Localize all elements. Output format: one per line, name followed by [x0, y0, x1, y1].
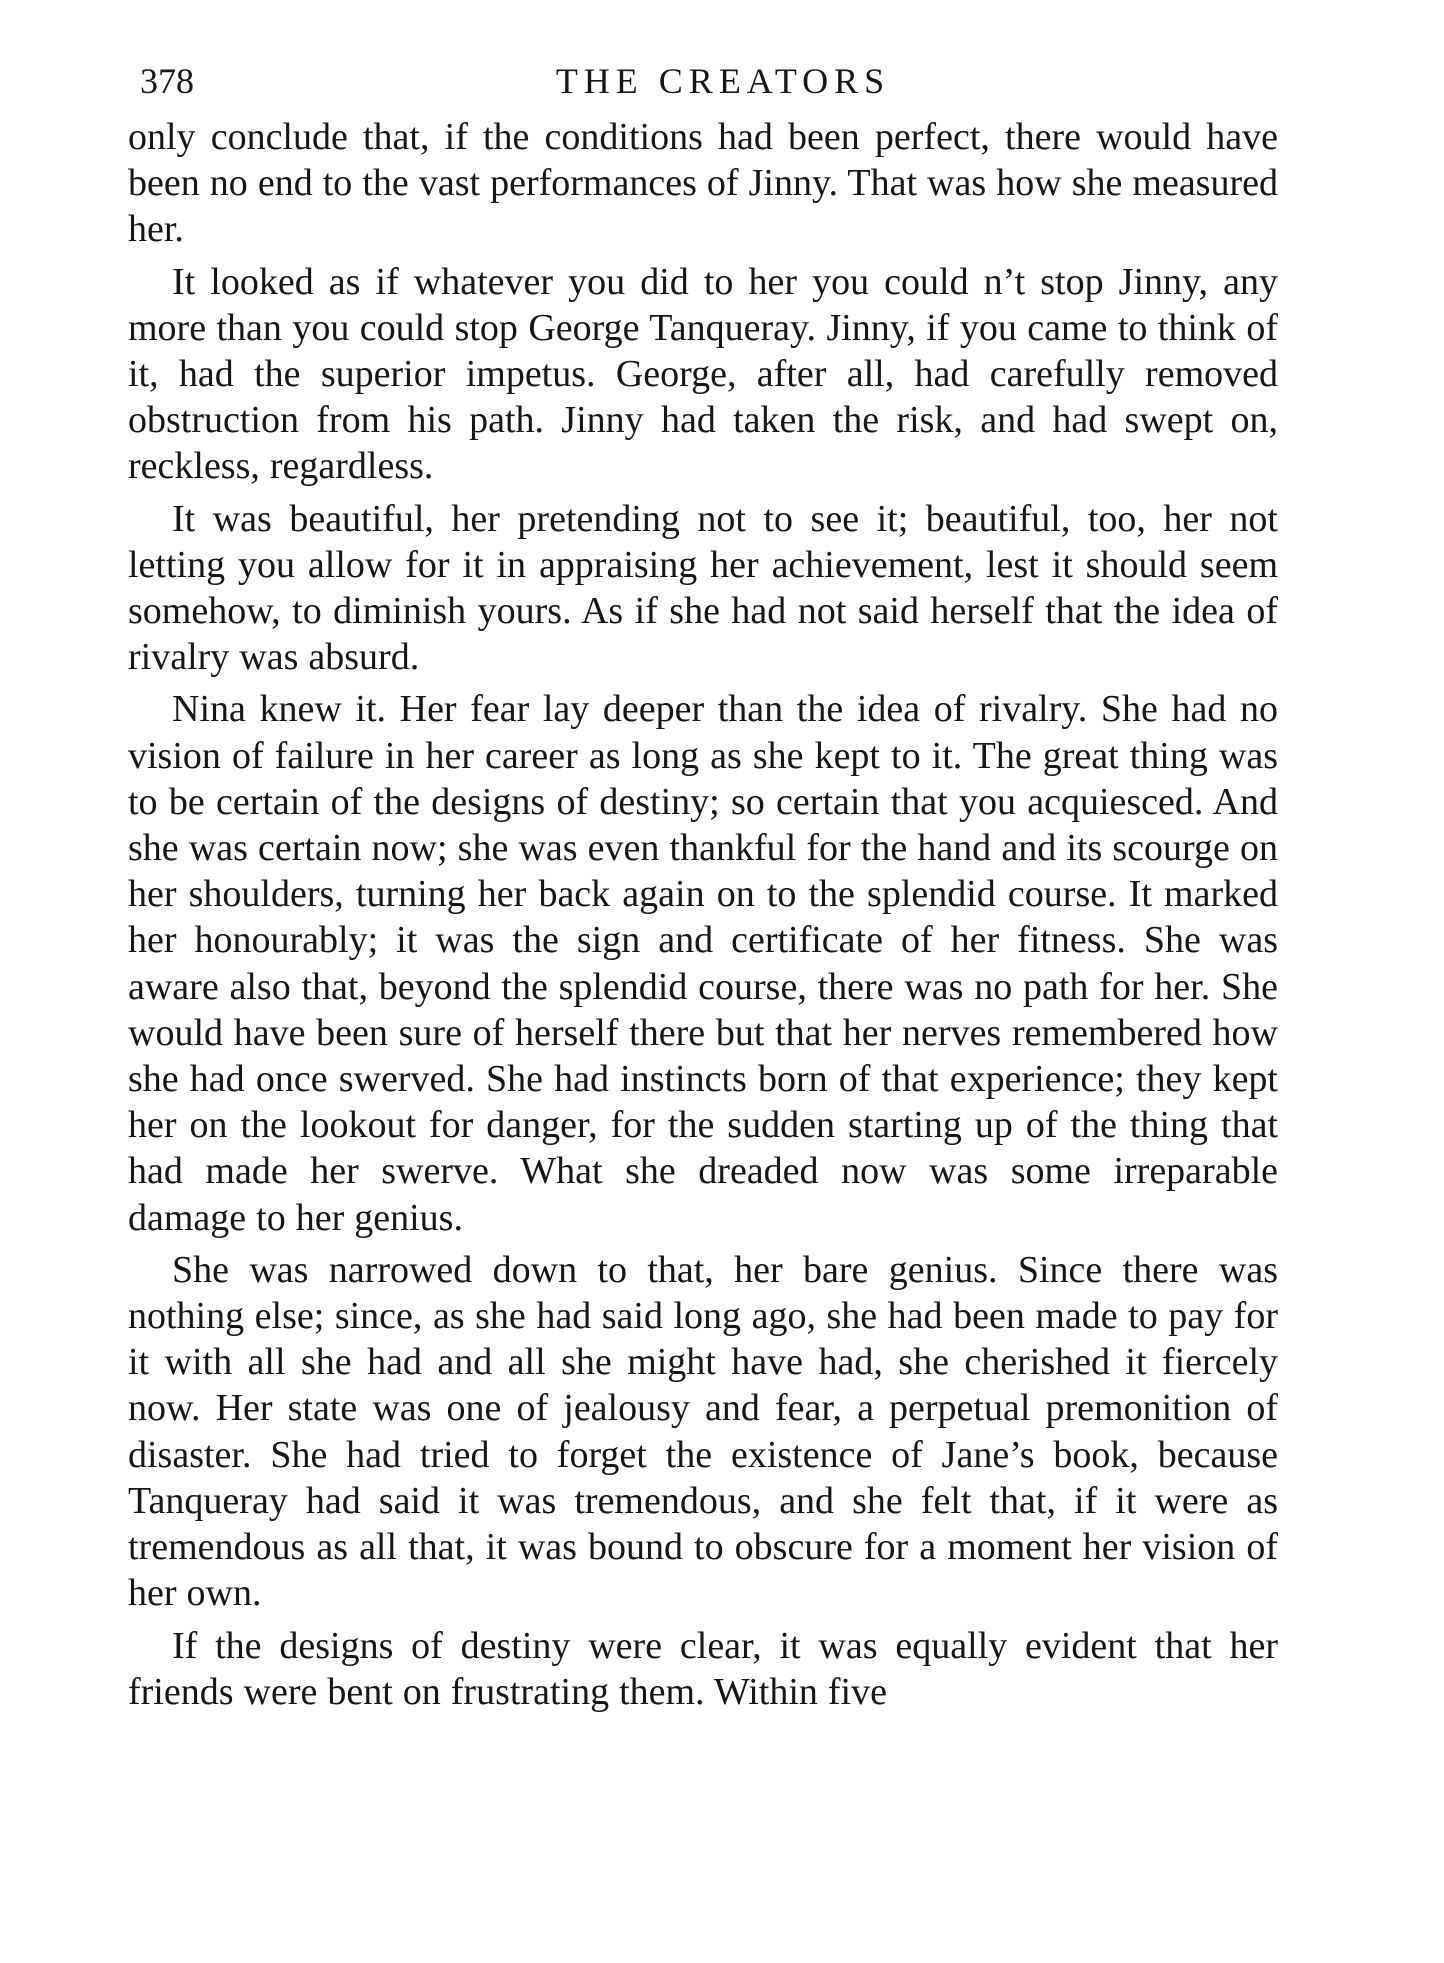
- book-title: THE CREATORS: [555, 61, 891, 101]
- page-number: 378: [140, 61, 194, 101]
- book-page: [128, 58, 1278, 1721]
- paragraph: It was beautiful, her pretending not to see it; beautiful, too, her not letting you allow for it in appraising her achievement, lest it should seem somehow, to diminish yours. As if she had not said herself that the idea of rivalry was absurd.: [128, 497, 1278, 679]
- paragraph: If the designs of destiny were clear, it was equally evident that her friends were bent on frustrating them. Within five: [128, 1624, 1278, 1713]
- paragraph: She was narrowed down to that, her bare genius. Since there was nothing else; since, as she had said long ago, she had been made to pay for it with all she had and all she might have had, she cherished it fiercely now. Her state was one of jealousy and fear, a perpetual premonition of disaster. She had tried to forget the existence of Jane’s book, because Tanqueray had said it was tremendous, and she felt that, if it were as tremendous as all that, it was bound to obscure for a moment her vision of her own.: [128, 1248, 1278, 1615]
- paragraph: only conclude that, if the conditions had been perfect, there would have been no end to the vast performances of Jinny. That was how she measured her.: [128, 116, 1278, 251]
- paragraph: Nina knew it. Her fear lay deeper than the idea of rivalry. She had no vision of failure in her career as long as she kept to it. The great thing was to be certain of the designs of destiny; so certain that you acquiesced. And she was certain now; she was even thankful for the hand and its scourge on her shoulders, turning her back again on to the splendid course. It marked her honourably; it was the sign and certificate of her fitness. She was aware also that, beyond the splendid course, there was no path for her. She would have been sure of herself there but that her nerves remembered how she had once swerved. She had instincts born of that experience; they kept her on the lookout for danger, for the sudden starting up of the thing that had made her swerve. What she dreaded now was some irreparable damage to her genius.: [128, 688, 1278, 1239]
- running-head: [128, 58, 1278, 104]
- body-text: [128, 114, 1278, 1715]
- paragraph: It looked as if whatever you did to her you could n’t stop Jinny, any more than you could stop George Tanqueray. Jinny, if you came to think of it, had the superior impetus. George, after all, had carefully removed obstruction from his path. Jinny had taken the risk, and had swept on, reckless, regardless.: [128, 260, 1278, 488]
